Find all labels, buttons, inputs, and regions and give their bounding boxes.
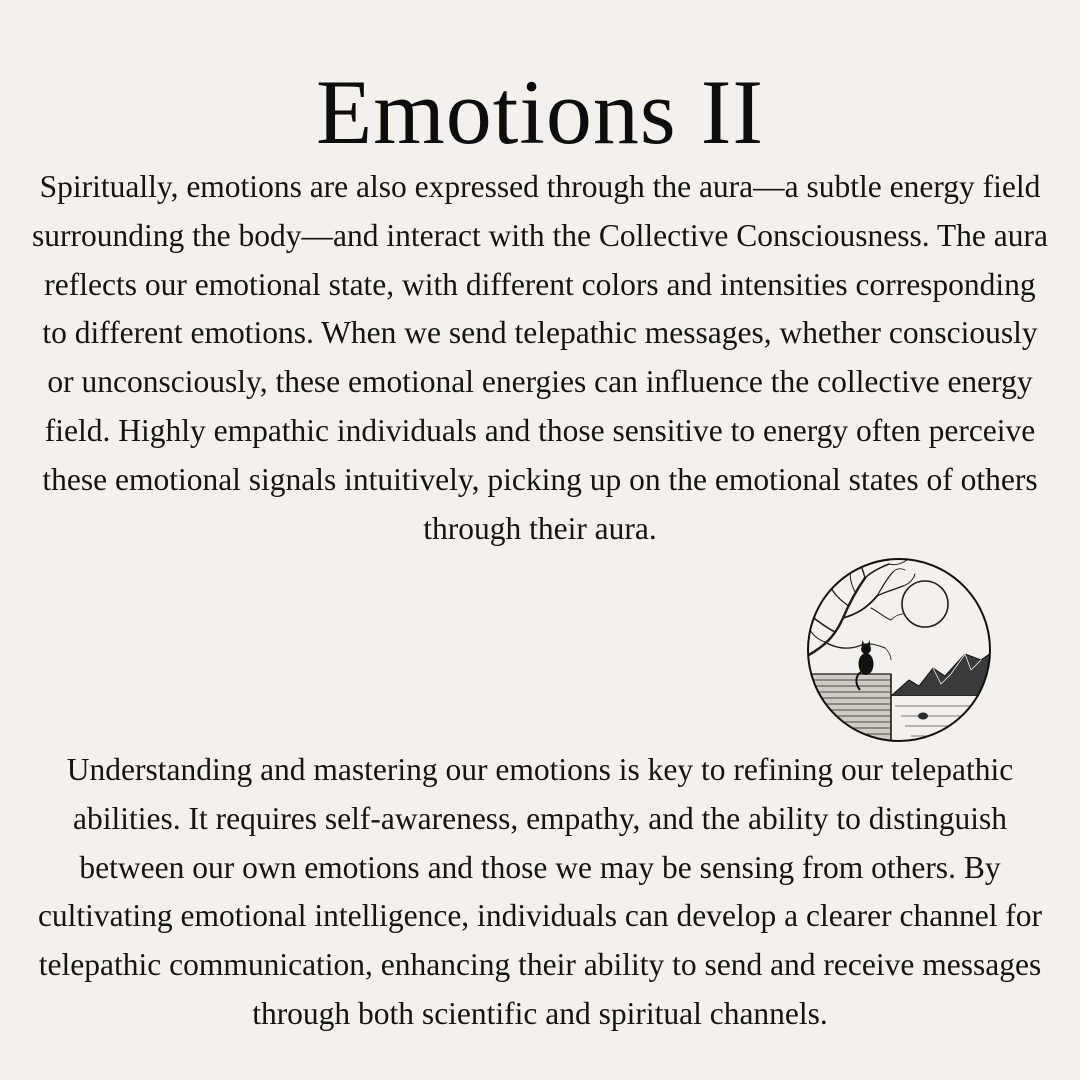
cat-moon-landscape-illustration xyxy=(805,556,993,744)
paragraph-mastery: Understanding and mastering our emotions is key to refining our telepathic abilities. It requires self-awareness, empathy, and the ability to distinguish between our own emotions and those we may be sensing from others. By cultivating emotional intelligence, individuals can develop a clearer channel for telepathic communication, enhancing their ability to send and receive messages through both scientific and spiritual channels. xyxy=(37,752,1043,1031)
page-title: Emotions II xyxy=(316,61,764,163)
paragraph-aura: Spiritually, emotions are also expressed through the aura—a subtle energy field surrounding the body—and interact with the Collective Consciousness. The aura reflects our emotional state, with different colors and intensities corresponding to different emotions. When we send telepathic messages, whether consciously or unconsciously, these emotional energies can influence the collective energy field. Highly empathic individuals and those sensitive to energy often perceive these emotional signals intuitively, picking up on the emotional states of others through their aura. xyxy=(32,169,1048,546)
